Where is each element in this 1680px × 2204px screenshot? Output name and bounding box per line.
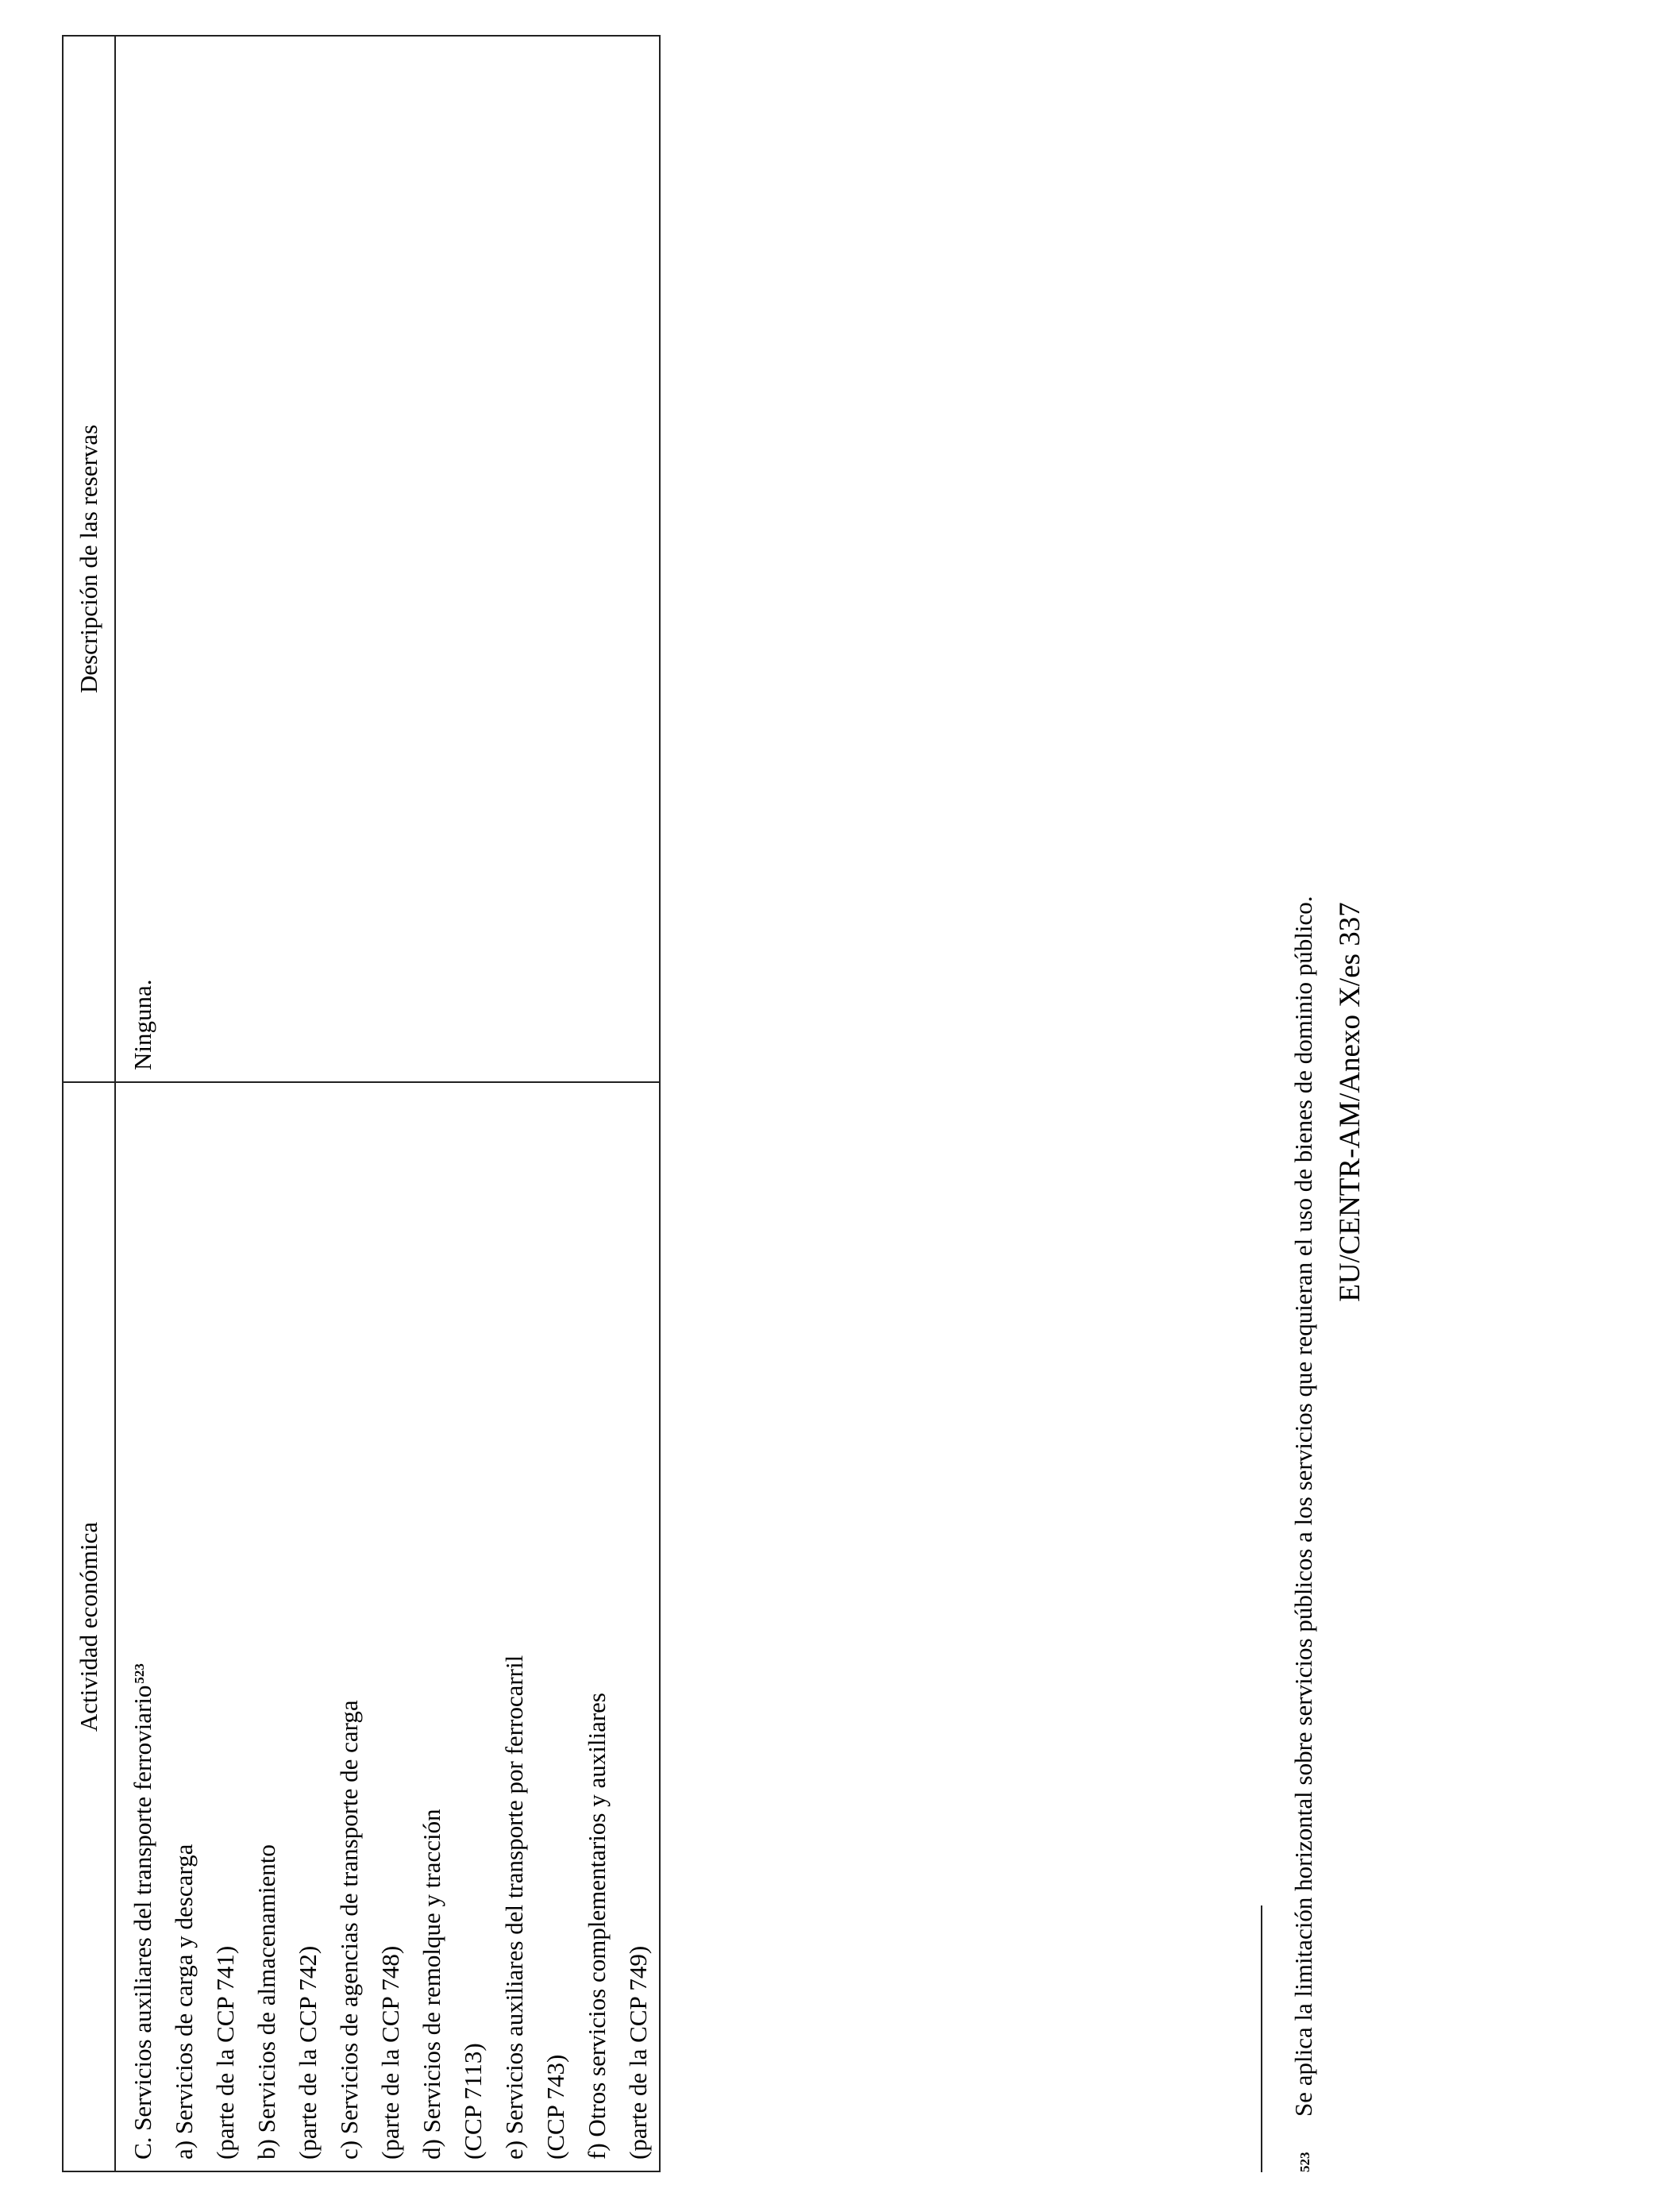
- footnote-separator: [1261, 1905, 1262, 2172]
- activity-line: a) Servicios de carga y descarga: [170, 1844, 198, 2160]
- footnote-text: Se aplica la limitación horizontal sobre servicios públicos a los servicios que requieran el uso de bienes de dominio público.: [1289, 896, 1317, 2117]
- description-cell: [115, 36, 660, 1082]
- description-text: Ninguna.: [129, 979, 156, 1070]
- activity-title-text: C. Servicios auxiliares del transporte ferroviario: [129, 1685, 156, 2160]
- activity-line: (parte de la CCP 749): [624, 1945, 652, 2160]
- footnote-number: 523: [1297, 2152, 1312, 2172]
- activity-line: (parte de la CCP 742): [294, 1945, 322, 2160]
- document-reference: EU/CENTR-AM/Anexo X/es 337: [1334, 902, 1366, 1302]
- table-header-row: [63, 36, 115, 2171]
- header-description: Descripción de las reservas: [63, 36, 115, 1082]
- activity-title: [122, 1094, 164, 2160]
- footnote: [1288, 896, 1320, 2172]
- reservations-table: [62, 35, 661, 2172]
- activity-line: (CCP 743): [541, 2054, 569, 2160]
- activity-line: f) Otros servicios complementarios y auxiliares: [583, 1693, 611, 2160]
- activity-line: (CCP 7113): [459, 2043, 487, 2160]
- activity-line: d) Servicios de remolque y tracción: [418, 1809, 445, 2160]
- table-row: [115, 36, 660, 2171]
- activity-line: b) Servicios de almacenamiento: [252, 1844, 280, 2160]
- activity-cell: [115, 1082, 660, 2171]
- footnote-reference[interactable]: 523: [132, 1663, 147, 1684]
- activity-line: (parte de la CCP 741): [211, 1945, 239, 2160]
- header-activity: Actividad económica: [63, 1082, 115, 2171]
- activity-line: c) Servicios de agencias de transporte de carga: [335, 1700, 363, 2160]
- activity-line: e) Servicios auxiliares del transporte por ferrocarril: [500, 1655, 528, 2160]
- activity-line: (parte de la CCP 748): [376, 1945, 404, 2160]
